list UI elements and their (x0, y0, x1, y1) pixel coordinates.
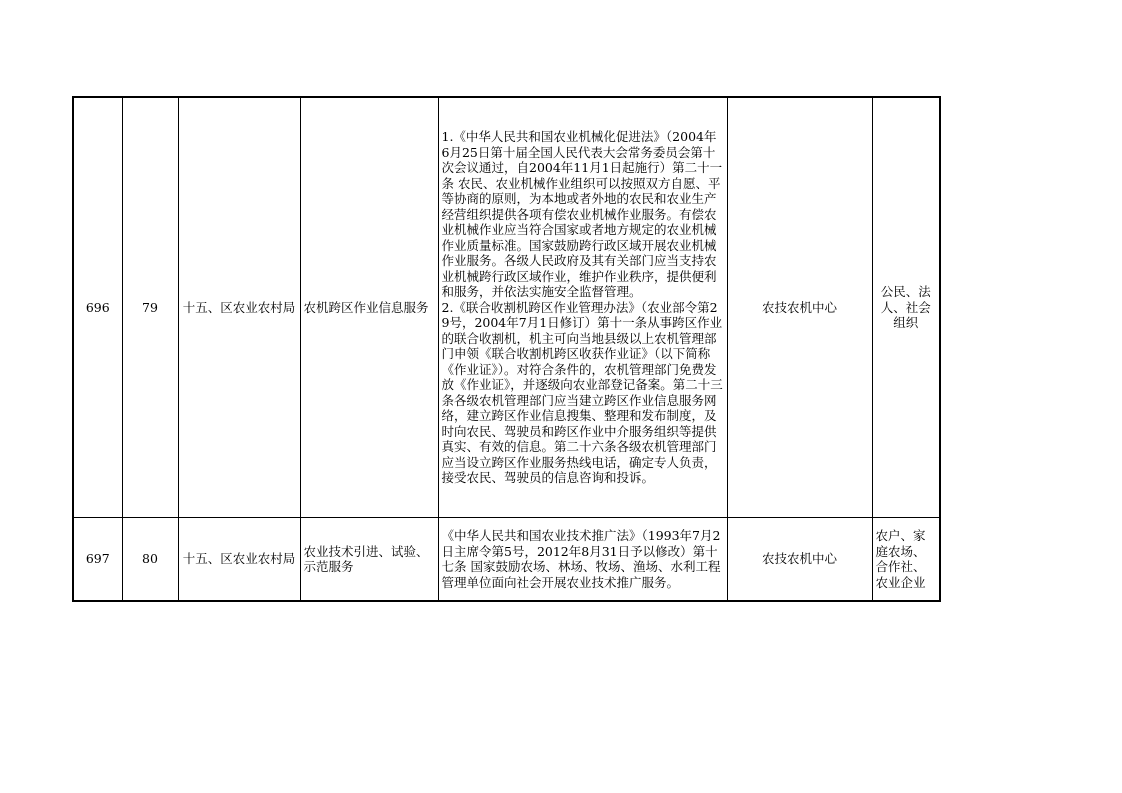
department-cell: 十五、区农业农村局 (178, 518, 300, 602)
sub-seq-cell: 79 (122, 97, 178, 518)
table-row (73, 97, 940, 518)
implementing-unit-cell: 农技农机中心 (727, 97, 872, 518)
seq-cell: 697 (73, 518, 122, 602)
legal-basis-paragraph: 《中华人民共和国农业技术推广法》（1993年7月2日主席令第5号，2012年8月31日予以修改）第十七条 国家鼓励农场、林场、牧场、渔场、水利工程管理单位面向社会开展农业技术推广服务。 (441, 528, 721, 590)
legal-basis-cell (438, 97, 727, 518)
sub-seq-cell: 80 (122, 518, 178, 602)
table-row (73, 518, 940, 602)
service-target-cell: 公民、法人、社会组织 (872, 97, 940, 518)
service-name-cell: 农业技术引进、试验、示范服务 (300, 518, 438, 602)
department-cell: 十五、区农业农村局 (178, 97, 300, 518)
legal-basis-paragraph: 1.《中华人民共和国农业机械化促进法》（2004年6月25日第十届全国人民代表大会常务委员会第十次会议通过，自2004年11月1日起施行）第二十一条 农民、农业机械作业组织可以按照双方自愿、平等协商的原则，为本地或者外地的农民和农业生产经营组织提供各项有偿农业机械作业服务。有偿农业机械作业应当符合国家或者地方规定的农业机械作业质量标准。国家鼓励跨行政区域开展农业机械作业服务。各级人民政府及其有关部门应当支持农业机械跨行政区域作业，维护作业秩序，提供便利和服务，并依法实施安全监督管理。 (441, 129, 723, 300)
service-target-cell: 农户、家庭农场、合作社、农业企业 (872, 518, 940, 602)
service-name-cell: 农机跨区作业信息服务 (300, 97, 438, 518)
seq-cell: 696 (73, 97, 122, 518)
service-list-table (72, 96, 941, 602)
implementing-unit-cell: 农技农机中心 (727, 518, 872, 602)
legal-basis-paragraph: 2.《联合收割机跨区作业管理办法》（农业部令第29号，2004年7月1日修订）第十一条从事跨区作业的联合收割机，机主可向当地县级以上农机管理部门申领《联合收割机跨区收获作业证》（以下简称《作业证》）。对符合条件的，农机管理部门免费发放《作业证》，并逐级向农业部登记备案。第二十三条各级农机管理部门应当建立跨区作业信息服务网络，建立跨区作业信息搜集、整理和发布制度，及时向农民、驾驶员和跨区作业中介服务组织等提供真实、有效的信息。第二十六条各级农机管理部门应当设立跨区作业服务热线电话，确定专人负责，接受农民、驾驶员的信息咨询和投诉。 (441, 299, 723, 486)
legal-basis-cell (438, 518, 727, 602)
